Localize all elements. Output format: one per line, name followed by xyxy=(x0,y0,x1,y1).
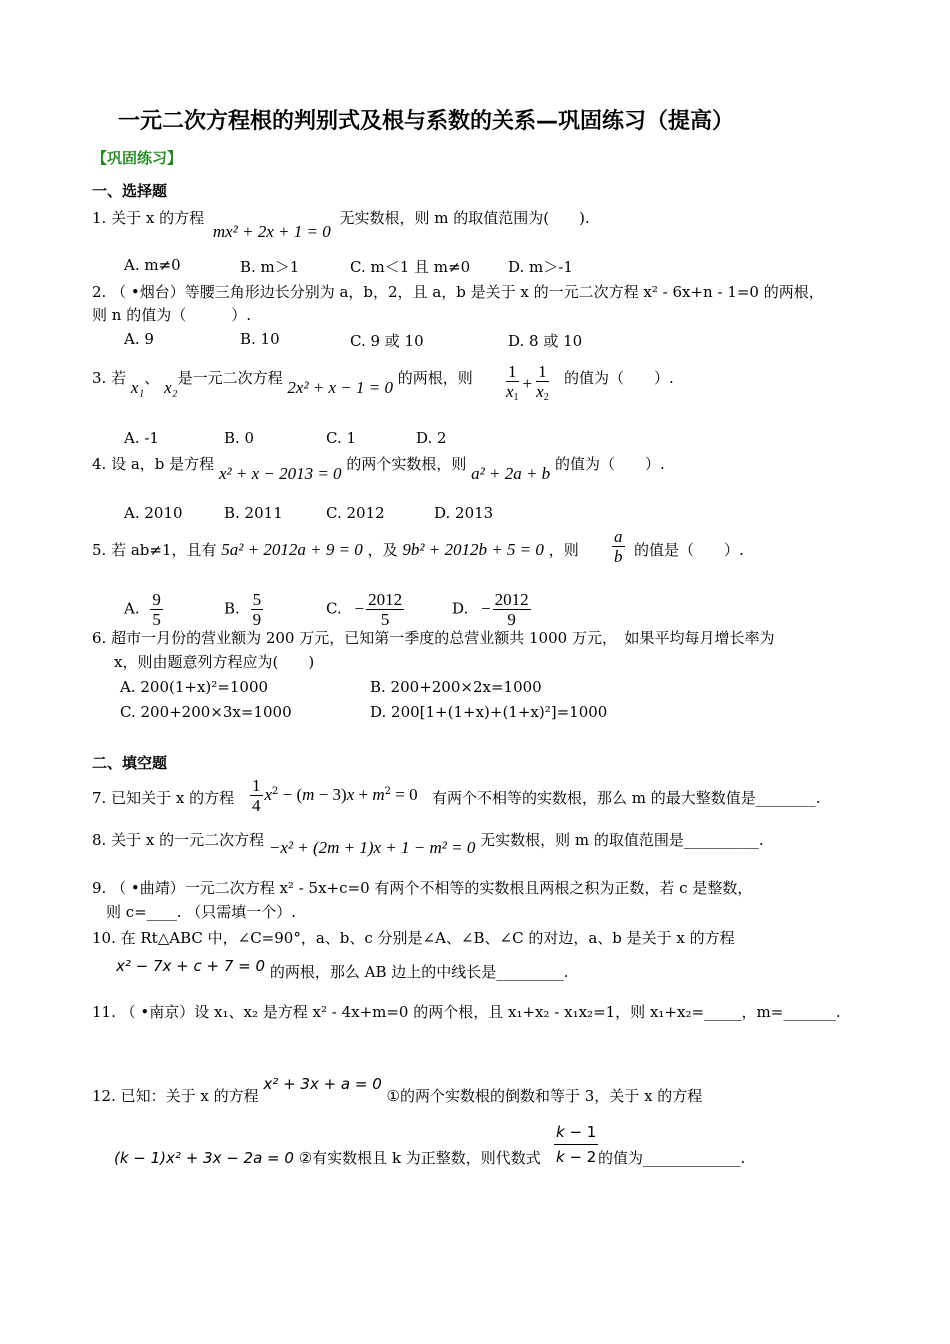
q4-option-b: B. 2011 xyxy=(224,504,283,522)
q5-mid-2: ，则 xyxy=(548,541,579,559)
q1-equation: mx² + 2x + 1 = 0 xyxy=(212,222,331,241)
q3-equation: 2x² + x − 1 = 0 xyxy=(287,378,394,397)
q6-option-b: B. 200+200×2x=1000 xyxy=(370,678,542,696)
q2-option-a: A. 9 xyxy=(124,330,154,348)
q3-reciprocal-sum: $\frac{1}{x_1}$ + $\frac{1}{x_2}$ xyxy=(502,362,553,407)
q4-option-a: A. 2010 xyxy=(124,504,183,522)
page-title: 一元二次方程根的判别式及根与系数的关系—巩固练习（提高） xyxy=(118,109,735,134)
q2-option-d: D. 8 或 10 xyxy=(508,332,583,350)
q8-equation: −x² + (2m + 1)x + 1 − m² = 0 xyxy=(268,838,476,857)
q5-option-c: C. − $\frac{2012}{5}$ xyxy=(326,590,403,629)
q4-expression: a² + 2a + b xyxy=(471,464,551,483)
q5-fraction-a-over-b: $\frac{a}{b}$ xyxy=(614,527,623,566)
q3-option-d: D. 2 xyxy=(416,429,447,447)
q5-mid: ，及 xyxy=(367,541,398,559)
q2-option-b: B. 10 xyxy=(240,330,280,348)
q7-equation: $\frac{1}{4}$ $x^2 - (m - 3)x + m^2 = 0$ xyxy=(252,776,418,815)
q3-fraction-1: $\frac{1}{x_1}$ xyxy=(506,362,519,403)
q3-option-c: C. 1 xyxy=(326,429,357,447)
q5-equation-1: 5a² + 2012a + 9 = 0 xyxy=(221,540,363,559)
q1-prefix: 1. 关于 x 的方程 xyxy=(92,209,205,227)
section-heading-choice: 一、选择题 xyxy=(92,182,168,200)
q1-option-a: A. m≠0 xyxy=(124,256,181,274)
question-5 xyxy=(92,540,579,560)
question-2-line-2: 则 n 的值为（ ）. xyxy=(92,306,251,324)
question-10-line-1: 10. 在 Rt△ABC 中，∠C=90°，a、b、c 分别是∠A、∠B、∠C 的对边，a、b 是关于 x 的方程 xyxy=(92,929,735,947)
q5-prefix: 5. 若 ab≠1，且有 xyxy=(92,541,217,559)
q4-mid: 的两个实数根，则 xyxy=(346,455,467,473)
question-12-line-2 xyxy=(114,1148,541,1168)
question-2-line-1: 2. （ •烟台）等腰三角形边长分别为 a，b，2，且 a，b 是关于 x 的一元二次方程 x² - 6x+n - 1=0 的两根， xyxy=(92,283,824,301)
q10-equation: x² − 7x + c + 7 = 0 xyxy=(116,957,266,975)
q6-option-d: D. 200[1+(1+x)+(1+x)²]=1000 xyxy=(370,703,608,721)
q1-option-b: B. m＞1 xyxy=(240,258,300,276)
q12-prefix: 12. 已知：关于 x 的方程 xyxy=(92,1087,259,1105)
question-6-line-1: 6. 超市一月份的营业额为 200 万元，已知第一季度的总营业额共 1000 万元， 如果平均每月增长率为 xyxy=(92,629,775,647)
q5-option-b: B. $\frac{5}{9}$ xyxy=(224,590,262,629)
q6-option-a: A. 200(1+x)²=1000 xyxy=(120,678,269,696)
q2-option-c: C. 9 或 10 xyxy=(350,332,424,350)
q5-option-b-label: B. xyxy=(224,599,240,618)
q3-x2: x₂ xyxy=(164,378,178,397)
question-9-line-2: 则 c=____. （只需填一个）. xyxy=(106,903,297,921)
q6-option-c: C. 200+200×3x=1000 xyxy=(120,703,292,721)
q5-option-c-label: C. xyxy=(326,599,342,618)
q4-option-c: C. 2012 xyxy=(326,504,385,522)
q3-prefix: 3. 若 xyxy=(92,369,127,387)
question-7-prefix: 7. 已知关于 x 的方程 xyxy=(92,789,235,807)
question-6-line-2: x，则由题意列方程应为( ) xyxy=(114,653,315,671)
question-8 xyxy=(92,830,764,857)
q1-option-d: D. m＞-1 xyxy=(508,258,573,276)
q4-suffix: 的值为（ ）. xyxy=(554,455,665,473)
section-tag: 【巩固练习】 xyxy=(92,149,183,167)
question-4 xyxy=(92,454,665,483)
q3-mid-2: 的两根，则 xyxy=(397,369,473,387)
q5-equation-2: 9b² + 2012b + 5 = 0 xyxy=(402,540,544,559)
q1-option-c: C. m＜1 且 m≠0 xyxy=(350,258,471,276)
q3-suffix: 的值为（ ）. xyxy=(564,369,674,387)
question-12-line-1 xyxy=(92,1075,703,1106)
q5-option-d-label: D. xyxy=(452,599,469,618)
section-heading-fill: 二、填空题 xyxy=(92,754,168,772)
question-7-suffix: 有两个不相等的实数根，那么 m 的最大整数值是________. xyxy=(432,789,821,807)
q3-option-a: A. -1 xyxy=(124,429,159,447)
q8-suffix: 无实数根，则 m 的取值范围是__________. xyxy=(480,831,764,849)
q1-suffix: 无实数根，则 m 的取值范围为( ). xyxy=(339,209,590,227)
q5-option-d: D. − $\frac{2012}{9}$ xyxy=(452,590,529,629)
q4-option-d: D. 2013 xyxy=(434,504,494,522)
question-10-line-2 xyxy=(116,957,569,982)
question-11: 11. （ •南京）设 x₁、x₂ 是方程 x² - 4x+m=0 的两个根，且 x₁+x₂ - x₁x₂=1，则 x₁+x₂=_____，m=_______. xyxy=(92,1003,841,1021)
q12-suffix: 的值为_____________. xyxy=(598,1149,746,1167)
q8-prefix: 8. 关于 x 的一元二次方程 xyxy=(92,831,265,849)
q5-option-a-label: A. xyxy=(124,599,140,618)
q4-equation: x² + x − 2013 = 0 xyxy=(218,464,342,483)
question-9-line-1: 9. （ •曲靖）一元二次方程 x² - 5x+c=0 有两个不相等的实数根且两根之积为正数，若 c 是整数， xyxy=(92,879,753,897)
q4-prefix: 4. 设 a，b 是方程 xyxy=(92,455,215,473)
q3-option-b: B. 0 xyxy=(224,429,255,447)
q3-x1: x₁ xyxy=(130,378,145,397)
question-3 xyxy=(92,368,473,397)
q12-fraction: $\frac{k - 1}{k - 2}$ xyxy=(552,1120,600,1169)
q3-mid: 是一元二次方程 xyxy=(177,369,283,387)
q10-suffix: 的两根，那么 AB 边上的中线长是_________. xyxy=(269,963,569,981)
question-1 xyxy=(92,208,590,241)
q12-equation-2: (k − 1)x² + 3x − 2a = 0 xyxy=(114,1149,294,1167)
q3-separator: 、 xyxy=(144,369,160,387)
q3-fraction-2: $\frac{1}{x_2}$ xyxy=(536,362,549,403)
q5-suffix: 的值是（ ）. xyxy=(634,541,744,559)
q12-mid: ①的两个实数根的倒数和等于 3，关于 x 的方程 xyxy=(386,1087,703,1105)
q12-equation-1: x² + 3x + a = 0 xyxy=(263,1075,382,1093)
q5-option-a: A. $\frac{9}{5}$ xyxy=(124,590,161,629)
q12-mid-2: ②有实数根且 k 为正整数，则代数式 xyxy=(298,1149,541,1167)
